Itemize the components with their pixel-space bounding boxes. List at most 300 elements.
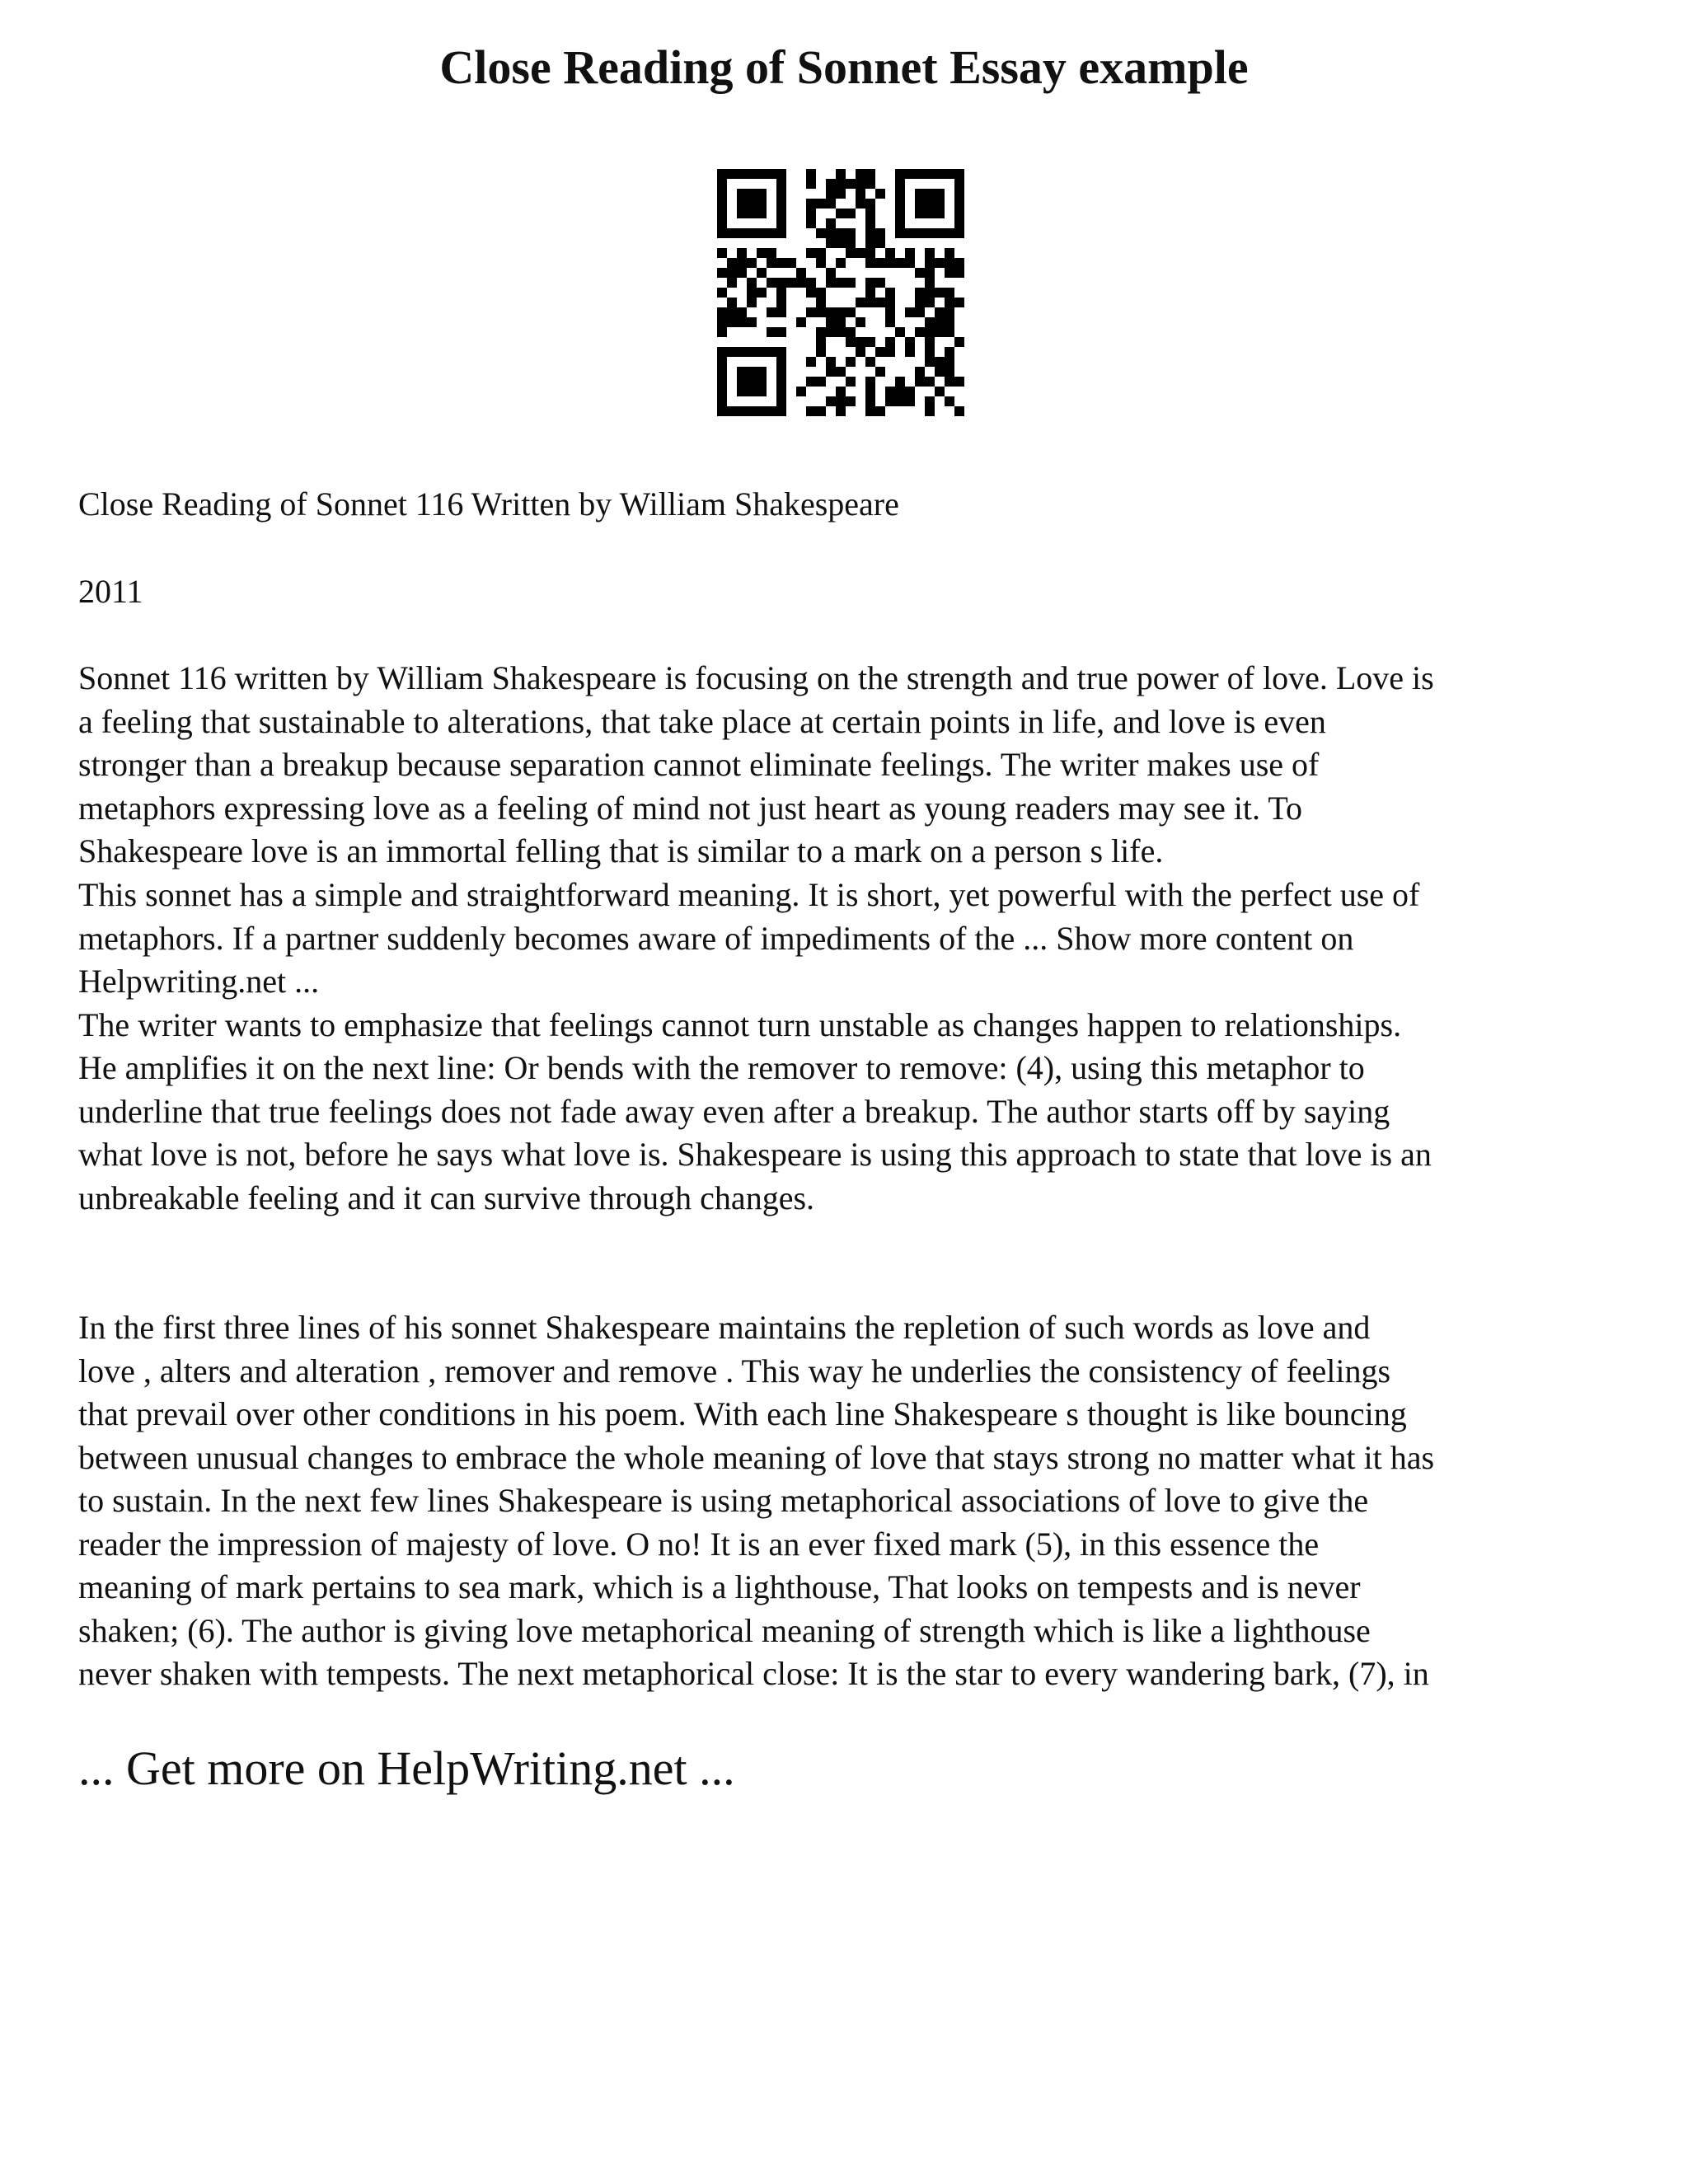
qr-module: [836, 406, 846, 416]
qr-module: [836, 238, 846, 248]
paragraph-line: meaning of mark pertains to sea mark, which is a lighthouse, That looks on tempests and is never: [78, 1568, 1361, 1605]
qr-module: [945, 288, 954, 298]
qr-module: [856, 189, 865, 199]
qr-module: [727, 406, 737, 416]
paragraph-line: Sonnet 116 written by William Shakespeare is focusing on the strength and true power of love. Love is: [78, 659, 1434, 696]
qr-module: [816, 248, 826, 258]
qr-module: [935, 357, 945, 367]
qr-module: [836, 317, 846, 327]
qr-module: [925, 347, 935, 357]
qr-module: [806, 278, 816, 288]
qr-module: [717, 288, 727, 298]
qr-module: [836, 169, 846, 179]
paragraph-line: reader the impression of majesty of love. O no! It is an ever fixed mark (5), in this essence the: [78, 1525, 1320, 1563]
qr-module: [925, 209, 935, 218]
qr-module: [935, 209, 945, 218]
qr-module: [846, 327, 856, 337]
qr-module: [757, 248, 767, 258]
qr-module: [885, 298, 895, 307]
qr-module: [885, 288, 895, 298]
qr-module: [935, 228, 945, 238]
paragraph-1: [78, 657, 1620, 874]
qr-module: [776, 288, 786, 298]
qr-module: [945, 169, 954, 179]
qr-module: [935, 169, 945, 179]
qr-module: [856, 169, 865, 179]
qr-module: [954, 179, 964, 189]
qr-module: [806, 288, 816, 298]
qr-module: [727, 307, 737, 317]
paragraph-line: stronger than a breakup because separation cannot eliminate feelings. The writer makes use of: [78, 746, 1320, 783]
qr-module: [806, 169, 816, 179]
paragraph-line: never shaken with tempests. The next metaphorical close: It is the star to every wandering bark, (7), in: [78, 1655, 1429, 1692]
qr-module: [925, 228, 935, 238]
qr-module: [826, 199, 836, 209]
qr-module: [905, 337, 915, 347]
qr-module: [737, 209, 747, 218]
qr-module: [747, 209, 757, 218]
qr-module: [767, 278, 776, 288]
paragraph-line: Helpwriting.net ...: [78, 963, 320, 1000]
qr-module: [836, 228, 846, 238]
qr-module: [865, 209, 875, 218]
document-year: 2011: [78, 573, 143, 610]
qr-module: [747, 387, 757, 396]
qr-module: [717, 357, 727, 367]
qr-module: [717, 317, 727, 327]
qr-module: [836, 307, 846, 317]
qr-module: [747, 406, 757, 416]
qr-module: [757, 268, 767, 278]
qr-module: [935, 199, 945, 209]
qr-module: [935, 317, 945, 327]
qr-module: [806, 179, 816, 189]
qr-module: [816, 327, 826, 337]
qr-module: [915, 268, 925, 278]
qr-module: [925, 169, 935, 179]
qr-module: [954, 218, 964, 228]
qr-module: [816, 337, 826, 347]
qr-module: [717, 396, 727, 406]
qr-module: [826, 189, 836, 199]
qr-module: [727, 298, 737, 307]
qr-module: [895, 209, 905, 218]
qr-module: [856, 317, 865, 327]
qr-module: [826, 367, 836, 377]
qr-module: [737, 377, 747, 387]
qr-module: [767, 327, 776, 337]
qr-module: [885, 307, 895, 317]
qr-module: [895, 396, 905, 406]
qr-module: [826, 327, 836, 337]
qr-module: [826, 317, 836, 327]
qr-module: [816, 307, 826, 317]
qr-module: [786, 278, 796, 288]
qr-module: [816, 406, 826, 416]
qr-module: [737, 258, 747, 268]
qr-module: [826, 228, 836, 238]
qr-module: [747, 169, 757, 179]
qr-module: [895, 327, 905, 337]
qr-module: [816, 298, 826, 307]
qr-module: [767, 406, 776, 416]
qr-module: [776, 228, 786, 238]
qr-module: [915, 288, 925, 298]
qr-module: [885, 317, 895, 327]
qr-module: [747, 189, 757, 199]
qr-module: [776, 396, 786, 406]
qr-module: [925, 189, 935, 199]
qr-module: [717, 209, 727, 218]
qr-module: [737, 248, 747, 258]
qr-module: [915, 367, 925, 377]
qr-module: [925, 268, 935, 278]
qr-module: [776, 199, 786, 209]
qr-module: [727, 317, 737, 327]
qr-module: [925, 357, 935, 367]
qr-module: [905, 387, 915, 396]
qr-module: [925, 327, 935, 337]
qr-module: [865, 337, 875, 347]
qr-module: [905, 228, 915, 238]
qr-module: [776, 367, 786, 377]
qr-module: [945, 268, 954, 278]
qr-module: [776, 327, 786, 337]
qr-module: [915, 169, 925, 179]
qr-module: [826, 307, 836, 317]
qr-module: [767, 258, 776, 268]
qr-module: [826, 218, 836, 228]
qr-module: [767, 169, 776, 179]
qr-module: [954, 169, 964, 179]
qr-module: [776, 377, 786, 387]
qr-module: [954, 258, 964, 268]
qr-module: [865, 258, 875, 268]
qr-module: [826, 396, 836, 406]
qr-module: [826, 278, 836, 288]
get-more-link[interactable]: ... Get more on HelpWriting.net ...: [78, 1741, 735, 1795]
qr-module: [816, 199, 826, 209]
qr-module: [935, 288, 945, 298]
qr-module: [865, 357, 875, 367]
qr-module: [945, 317, 954, 327]
qr-module: [865, 387, 875, 396]
qr-module: [945, 298, 954, 307]
qr-module: [865, 288, 875, 298]
qr-module: [776, 179, 786, 189]
qr-module: [737, 387, 747, 396]
qr-module: [806, 209, 816, 218]
qr-module: [954, 228, 964, 238]
qr-module: [895, 169, 905, 179]
qr-module: [915, 298, 925, 307]
qr-module: [816, 347, 826, 357]
qr-module: [737, 268, 747, 278]
qr-module: [717, 327, 727, 337]
qr-module: [717, 199, 727, 209]
qr-module: [757, 406, 767, 416]
qr-module: [856, 248, 865, 258]
qr-module: [727, 347, 737, 357]
qr-module: [796, 278, 806, 288]
paragraph-line: what love is not, before he says what love is. Shakespeare is using this approach to state that love is an: [78, 1136, 1432, 1173]
qr-module: [885, 248, 895, 258]
qr-module: [895, 218, 905, 228]
qr-module: [727, 258, 737, 268]
paragraph-3: [78, 1306, 1620, 1696]
qr-module: [885, 347, 895, 357]
qr-module: [945, 228, 954, 238]
paragraph-line: between unusual changes to embrace the whole meaning of love that stays strong no matter what it has: [78, 1438, 1435, 1476]
qr-module: [727, 268, 737, 278]
qr-module: [875, 238, 885, 248]
qr-module: [954, 377, 964, 387]
qr-module: [757, 367, 767, 377]
qr-module: [776, 209, 786, 218]
qr-module: [895, 179, 905, 189]
qr-module: [865, 298, 875, 307]
qr-module: [856, 337, 865, 347]
qr-module: [776, 189, 786, 199]
qr-module: [816, 258, 826, 268]
qr-module: [747, 278, 757, 288]
qr-module: [836, 189, 846, 199]
qr-module: [767, 248, 776, 258]
qr-module: [856, 179, 865, 189]
qr-module: [875, 347, 885, 357]
qr-module: [846, 337, 856, 347]
qr-module: [954, 268, 964, 278]
qr-module: [757, 199, 767, 209]
qr-module: [717, 377, 727, 387]
qr-module: [717, 268, 727, 278]
qr-module: [717, 387, 727, 396]
qr-module: [895, 189, 905, 199]
qr-module: [776, 387, 786, 396]
qr-module: [757, 228, 767, 238]
qr-module: [875, 228, 885, 238]
qr-module: [875, 258, 885, 268]
qr-module: [954, 189, 964, 199]
paragraph-line: unbreakable feeling and it can survive through changes.: [78, 1179, 815, 1216]
qr-module: [875, 298, 885, 307]
qr-module: [945, 377, 954, 387]
qr-module: [846, 396, 856, 406]
qr-module: [895, 377, 905, 387]
qr-module: [747, 377, 757, 387]
qr-module: [865, 396, 875, 406]
qr-module: [816, 228, 826, 238]
qr-module: [925, 248, 935, 258]
qr-module: [836, 278, 846, 288]
qr-module: [796, 387, 806, 396]
qr-module: [865, 278, 875, 288]
qr-module: [757, 377, 767, 387]
qr-module: [776, 357, 786, 367]
qr-module: [836, 179, 846, 189]
qr-module: [737, 228, 747, 238]
qr-module: [747, 228, 757, 238]
qr-module: [776, 278, 786, 288]
qr-module: [737, 317, 747, 327]
qr-module: [776, 307, 786, 317]
paragraph-line: that prevail over other conditions in his poem. With each line Shakespeare s thought is like bouncing: [78, 1395, 1407, 1432]
qr-module: [935, 387, 945, 396]
qr-module: [717, 179, 727, 189]
qr-module: [925, 377, 935, 387]
paragraph-line: a feeling that sustainable to alterations, that take place at certain points in life, and love is even: [78, 702, 1326, 740]
qr-module: [757, 209, 767, 218]
qr-module: [747, 258, 757, 268]
qr-module: [846, 377, 856, 387]
qr-module: [836, 367, 846, 377]
qr-module: [875, 367, 885, 377]
qr-module: [737, 307, 747, 317]
qr-module: [846, 278, 856, 288]
qr-module: [836, 209, 846, 218]
qr-module: [776, 218, 786, 228]
qr-module: [925, 278, 935, 288]
paragraph-line: shaken; (6). The author is giving love metaphorical meaning of strength which is like a lighthouse: [78, 1611, 1371, 1649]
qr-module: [945, 258, 954, 268]
qr-module: [747, 298, 757, 307]
qr-module: [905, 169, 915, 179]
qr-module: [757, 288, 767, 298]
qr-code-graphic: [717, 169, 964, 416]
qr-module: [806, 357, 816, 367]
qr-module: [945, 248, 954, 258]
qr-module: [826, 357, 836, 367]
qr-module: [836, 258, 846, 268]
qr-module: [846, 209, 856, 218]
qr-module: [885, 258, 895, 268]
qr-module: [757, 169, 767, 179]
paragraph-line: love , alters and alteration , remover and remove . This way he underlies the consistency of feelings: [78, 1352, 1391, 1390]
qr-module: [915, 228, 925, 238]
qr-module: [954, 209, 964, 218]
qr-module: [954, 406, 964, 416]
qr-module: [875, 189, 885, 199]
qr-module: [747, 199, 757, 209]
qr-module: [905, 248, 915, 258]
qr-module: [717, 218, 727, 228]
qr-module: [776, 169, 786, 179]
qr-module: [826, 238, 836, 248]
qr-module: [846, 248, 856, 258]
qr-module: [935, 258, 945, 268]
paragraph-line: The writer wants to emphasize that feelings cannot turn unstable as changes happen to relationships.: [78, 1005, 1402, 1043]
qr-module: [905, 258, 915, 268]
qr-module: [954, 199, 964, 209]
qr-module: [895, 387, 905, 396]
qr-module: [747, 367, 757, 377]
qr-module: [757, 189, 767, 199]
qr-module: [717, 367, 727, 377]
qr-module: [954, 298, 964, 307]
qr-module: [885, 337, 895, 347]
qr-module: [806, 377, 816, 387]
qr-module: [737, 199, 747, 209]
qr-module: [796, 268, 806, 278]
qr-module: [865, 377, 875, 387]
paragraph-line: In the first three lines of his sonnet Shakespeare maintains the repletion of such words as love and: [78, 1309, 1371, 1346]
document-subtitle: Close Reading of Sonnet 116 Written by William Shakespeare: [78, 485, 899, 523]
qr-module: [737, 189, 747, 199]
paragraph-line: This sonnet has a simple and straightforward meaning. It is short, yet powerful with the perfect use of: [78, 876, 1420, 913]
qr-module: [935, 327, 945, 337]
qr-module: [885, 396, 895, 406]
qr-module: [717, 248, 727, 258]
qr-module: [945, 396, 954, 406]
qr-module: [767, 228, 776, 238]
qr-module: [905, 347, 915, 357]
qr-module: [727, 169, 737, 179]
qr-module: [915, 189, 925, 199]
qr-module: [925, 258, 935, 268]
paragraph-line: to sustain. In the next few lines Shakespeare is using metaphorical associations of love to give the: [78, 1482, 1369, 1519]
qr-module: [935, 307, 945, 317]
qr-module: [846, 179, 856, 189]
qr-module: [865, 169, 875, 179]
paragraph-line: He amplifies it on the next line: Or bends with the remover to remove: (4), using this metaphor to: [78, 1049, 1365, 1086]
qr-module: [796, 317, 806, 327]
qr-module: [935, 367, 945, 377]
document-title: Close Reading of Sonnet Essay example: [439, 40, 1249, 94]
qr-code-icon: [717, 169, 964, 416]
qr-module: [895, 199, 905, 209]
qr-module: [717, 169, 727, 179]
qr-module: [757, 347, 767, 357]
qr-module: [816, 288, 826, 298]
qr-module: [954, 337, 964, 347]
qr-module: [945, 357, 954, 367]
qr-module: [915, 327, 925, 337]
qr-module: [747, 347, 757, 357]
qr-module: [786, 258, 796, 268]
qr-module: [846, 357, 856, 367]
qr-module: [915, 377, 925, 387]
paragraph-line: metaphors. If a partner suddenly becomes aware of impediments of the ... Show more content on: [78, 919, 1354, 957]
qr-module: [776, 298, 786, 307]
qr-module: [806, 199, 816, 209]
qr-module: [865, 248, 875, 258]
qr-module: [727, 228, 737, 238]
qr-module: [826, 268, 836, 278]
qr-module: [806, 218, 816, 228]
qr-module: [717, 228, 727, 238]
qr-module: [875, 278, 885, 288]
qr-module: [816, 377, 826, 387]
qr-module: [717, 406, 727, 416]
qr-module: [826, 179, 836, 189]
qr-module: [935, 189, 945, 199]
qr-module: [925, 337, 935, 347]
qr-module: [767, 307, 776, 317]
qr-module: [865, 406, 875, 416]
qr-module: [717, 189, 727, 199]
qr-module: [737, 406, 747, 416]
qr-module: [945, 347, 954, 357]
qr-module: [895, 228, 905, 238]
qr-module: [945, 327, 954, 337]
qr-module: [856, 347, 865, 357]
qr-module: [836, 396, 846, 406]
qr-module: [846, 307, 856, 317]
qr-module: [895, 258, 905, 268]
qr-module: [717, 347, 727, 357]
qr-module: [915, 199, 925, 209]
qr-module: [865, 228, 875, 238]
